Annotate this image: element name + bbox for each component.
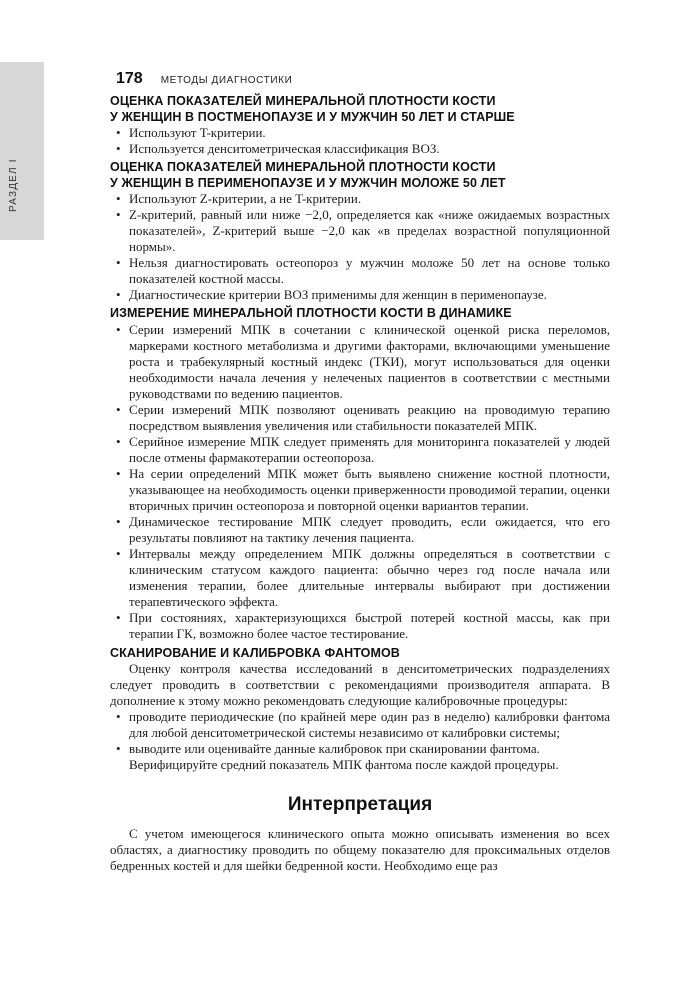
section-heading-calibration xyxy=(110,646,610,662)
section-heading-postmenopause xyxy=(110,94,610,125)
list-item: • На серии определений МПК может быть выявлено снижение костной плотности, указывающее на необходимость оценки приверженности проводимой терапии, оценки вторичных причин остеопороза и повторной оценки вариантов терапии. xyxy=(110,466,610,514)
page-number: 178 xyxy=(116,70,143,87)
list-item: • Используют Z-критерии, а не T-критерии. xyxy=(110,191,610,207)
section-label: РАЗДЕЛ I xyxy=(8,158,19,212)
section-sidebar-tab xyxy=(0,62,44,240)
calibration-intro-paragraph: Оценку контроля качества исследований в денситометрических подразделениях следует проводить в соответствии с рекомендациями производителя аппарата. В дополнение к этому можно рекомендовать следующие калибровочные процедуры: xyxy=(110,661,610,708)
section-heading-perimenopause xyxy=(110,160,610,191)
calibration-closing-paragraph: Верифицируйте средний показатель МПК фантома после каждой процедуры. xyxy=(129,757,559,772)
bullet-list xyxy=(110,709,610,757)
list-item: • Интервалы между определением МПК должны определяться в соответствии с клиническим статусом каждого пациента: обычно через год после начала или изменения терапии, более длительные интервалы выбирают при достижении терапевтического эффекта. xyxy=(110,546,610,610)
list-item: • Используют T-критерии. xyxy=(110,125,610,141)
page-body xyxy=(110,94,610,874)
interpretation-paragraph: С учетом имеющегося клинического опыта можно описывать изменения во всех областях, а диагностику проводить по общему показателю для проксимальных отделов бедренных костей и для шейки бедренной кости. Необходимо еще раз xyxy=(110,826,610,873)
list-item: • выводите или оценивайте данные калибровок при сканировании фантома. xyxy=(110,741,610,757)
list-item: • проводите периодические (по крайней мере один раз в неделю) калибровки фантома для любой денситометрической системы независимо от калибровки системы; xyxy=(110,709,610,741)
heading-line: ОЦЕНКА ПОКАЗАТЕЛЕЙ МИНЕРАЛЬНОЙ ПЛОТНОСТИ КОСТИ xyxy=(110,160,496,174)
list-item: • Серийное измерение МПК следует применять для мониторинга показателей у людей после отмены фармакотерапии остеопороза. xyxy=(110,434,610,466)
heading-line: СКАНИРОВАНИЕ И КАЛИБРОВКА ФАНТОМОВ xyxy=(110,645,400,660)
heading-line: У ЖЕНЩИН В ПОСТМЕНОПАУЗЕ И У МУЖЧИН 50 ЛЕТ И СТАРШЕ xyxy=(110,109,515,124)
list-item: • Нельзя диагностировать остеопороз у мужчин моложе 50 лет на основе только показателей костной массы. xyxy=(110,255,610,287)
bullet-list xyxy=(110,125,610,157)
list-item: • Серии измерений МПК в сочетании с клинической оценкой риска переломов, маркерами костного метаболизма и другими факторами, включающими уменьшение роста и трабекулярный костный индекс (ТКИ), могут использоваться для оценки необходимости начала лечения у нелеченых пациентов в соответствии с местными руководствами по ведению пациентов. xyxy=(110,322,610,402)
heading-line: ИЗМЕРЕНИЕ МИНЕРАЛЬНОЙ ПЛОТНОСТИ КОСТИ В ДИНАМИКЕ xyxy=(110,306,512,320)
running-title: МЕТОДЫ ДИАГНОСТИКИ xyxy=(160,75,293,86)
heading-line: У ЖЕНЩИН В ПЕРИМЕНОПАУЗЕ И У МУЖЧИН МОЛОЖЕ 50 ЛЕТ xyxy=(110,175,506,190)
list-item: • Динамическое тестирование МПК следует проводить, если ожидается, что его результаты повлияют на тактику лечения пациента. xyxy=(110,514,610,546)
bullet-list xyxy=(110,322,610,642)
heading-line: ОЦЕНКА ПОКАЗАТЕЛЕЙ МИНЕРАЛЬНОЙ ПЛОТНОСТИ КОСТИ xyxy=(110,94,496,108)
running-header xyxy=(116,70,616,90)
list-item: • Диагностические критерии ВОЗ применимы для женщин в перименопаузе. xyxy=(110,287,610,303)
list-item: • Z-критерий, равный или ниже −2,0, определяется как «ниже ожидаемых возрастных показателей», Z-критерий выше −2,0 как «в пределах возрастной популяционной нормы». xyxy=(110,207,610,255)
list-item: • Серии измерений МПК позволяют оценивать реакцию на проводимую терапию посредством выявления увеличения или стабильности показателей МПК. xyxy=(110,402,610,434)
list-item: • Используется денситометрическая классификация ВОЗ. xyxy=(110,141,610,157)
interpretation-title: Интерпретация xyxy=(287,794,433,815)
list-item: • При состояниях, характеризующихся быстрой потерей костной массы, как при терапии ГК, возможно более частое тестирование. xyxy=(110,610,610,642)
section-heading-dynamics xyxy=(110,306,610,322)
bullet-list xyxy=(110,191,610,303)
